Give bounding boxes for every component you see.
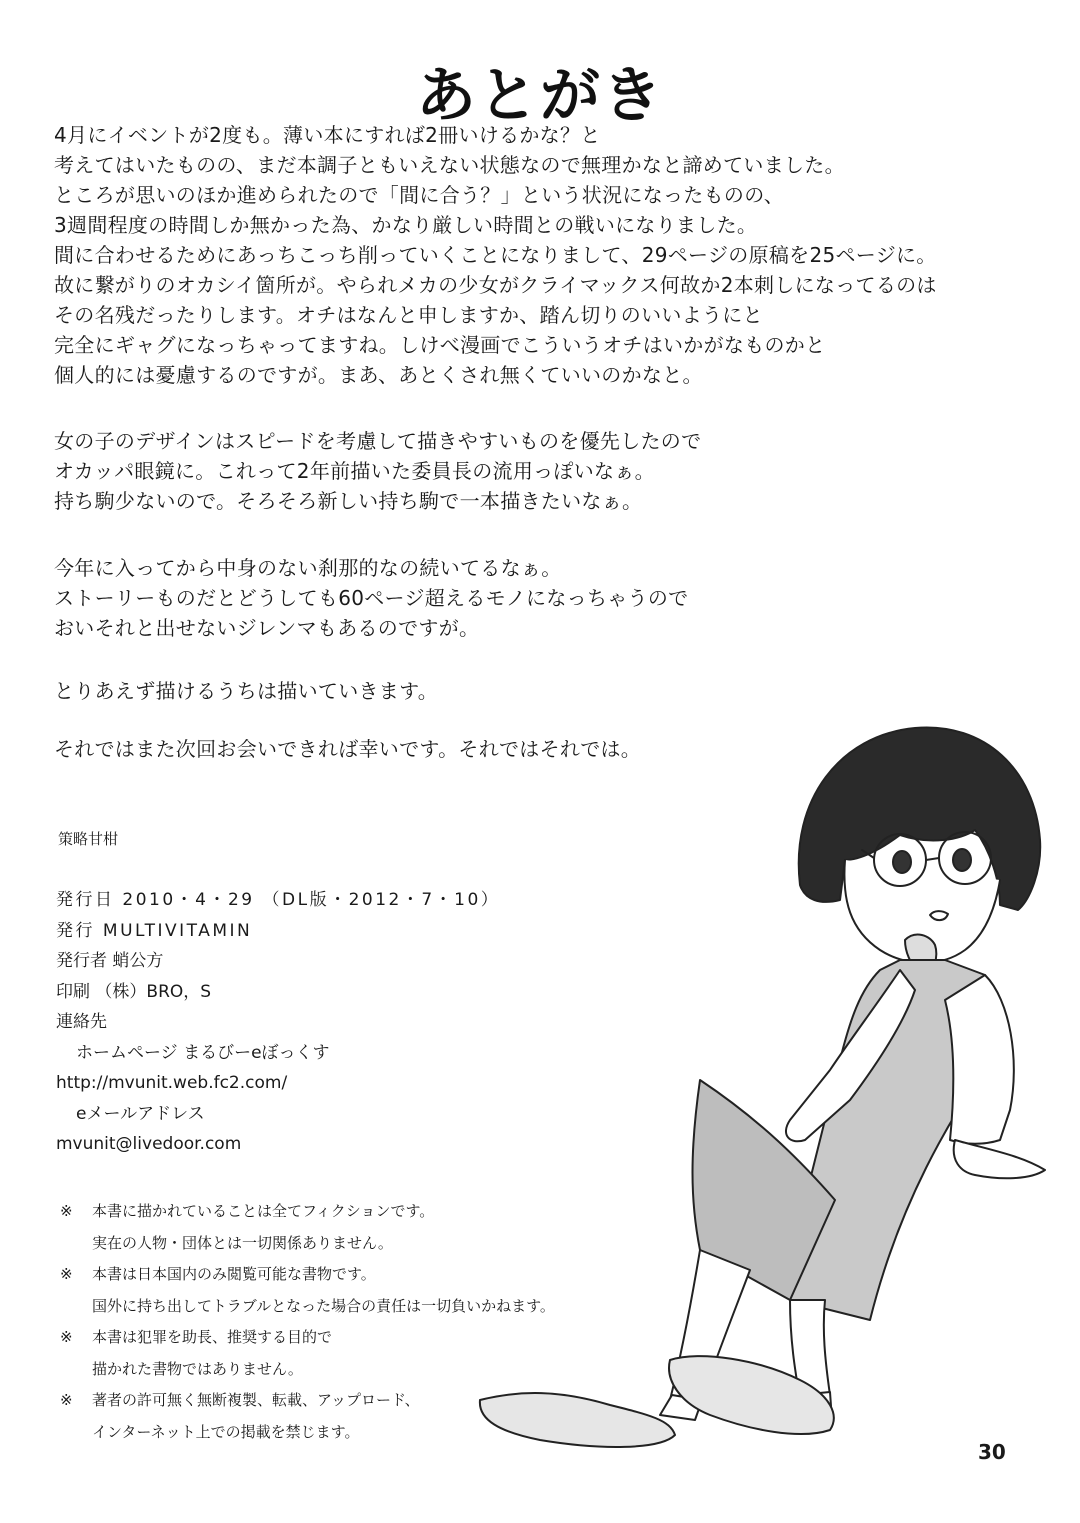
text-line: 今年に入ってから中身のない刹那的なの続いてるなぁ。 (54, 556, 562, 580)
note-text: 本書に描かれていることは全てフィクションです。 (92, 1202, 435, 1220)
text-line: 持ち駒少ないので。そろそろ新しい持ち駒で一本描きたいなぁ。 (54, 489, 643, 513)
reference-mark: ※ (60, 1391, 73, 1409)
note-text: インターネット上での掲載を禁じます。 (92, 1422, 360, 1441)
contact-label: 連絡先 (56, 1012, 107, 1032)
paragraph-2 (54, 426, 701, 516)
note-text: 著者の許可無く無断複製、転載、アップロード、 (92, 1391, 420, 1409)
publisher: 発行 MULTIVITAMIN (56, 920, 253, 941)
note-text: 本書は犯罪を助長、推奨する目的で (92, 1328, 333, 1346)
left-shoe (480, 1393, 675, 1447)
note-text: 描かれた書物ではありません。 (92, 1359, 303, 1378)
homepage-label: ホームページ まるびーeぼっくす (76, 1042, 330, 1063)
text-line: 考えてはいたものの、まだ本調子ともいえない状態なので無理かなと諦めていました。 (54, 153, 845, 177)
note-text: 実在の人物・団体とは一切関係ありません。 (92, 1233, 393, 1252)
reference-mark: ※ (60, 1202, 73, 1220)
issuer: 発行者 蛸公方 (56, 951, 164, 971)
printer: 印刷 （株）BRO，S (56, 981, 212, 1002)
homepage-url: http://mvunit.web.fc2.com/ (56, 1073, 288, 1093)
paragraph-3 (54, 553, 688, 643)
text-line: とりあえず描けるうちは描いていきます。 (54, 679, 439, 703)
page-number: 30 (978, 1440, 1006, 1464)
text-line: それではまた次回お会いできれば幸いです。それではそれでは。 (54, 737, 642, 761)
reference-mark: ※ (60, 1328, 73, 1346)
text-line: オカッパ眼鏡に。これって2年前描いた委員長の流用っぽいなぁ。 (54, 459, 655, 483)
text-line: その名残だったりします。オチはなんと申しますか、踏ん切りのいいようにと (54, 303, 763, 327)
text-line: 故に繋がりのオカシイ箇所が。やられメカの少女がクライマックス何故か2本刺しになってるのは (54, 273, 937, 297)
email-address: mvunit@livedoor.com (56, 1134, 242, 1154)
text-line: 間に合わせるためにあっちこっち削っていくことになりまして、29ページの原稿を25ページに。 (54, 243, 937, 267)
glasses-bridge (926, 858, 939, 860)
paragraph-4 (54, 676, 438, 706)
text-line: ところが思いのほか進められたので「間に合う？」という状況になったものの、 (54, 183, 784, 207)
text-line: 個人的には憂慮するのですが。まあ、あとくされ無くていいのかなと。 (54, 363, 703, 387)
right-hand (954, 1140, 1045, 1178)
text-line: 完全にギャグになっちゃってますね。しけべ漫画でこういうオチはいかがなものかと (54, 333, 826, 357)
girl-illustration (470, 700, 1060, 1523)
circle-name: 策略甘柑 (58, 830, 119, 848)
issue-date: 発行日 2010・4・29 （DL版・2012・7・10） (56, 890, 501, 910)
right-arm (945, 975, 1014, 1144)
paragraph-1 (54, 120, 937, 390)
colophon (56, 885, 500, 1160)
note-text: 国外に持ち出してトラブルとなった場合の責任は一切負いかねます。 (92, 1296, 555, 1315)
email-label: eメールアドレス (76, 1103, 205, 1124)
page-title: あとがき (416, 61, 664, 131)
note-text: 本書は日本国内のみ閲覧可能な書物です。 (92, 1265, 376, 1283)
text-line: 女の子のデザインはスピードを考慮して描きやすいものを優先したので (54, 429, 702, 453)
reference-mark: ※ (60, 1265, 73, 1283)
text-line: おいそれと出せないジレンマもあるのですが。 (54, 616, 480, 640)
text-line: 4月にイベントが2度も。薄い本にすれば2冊いけるかな？と (54, 123, 601, 147)
text-line: 3週間程度の時間しか無かった為、かなり厳しい時間との戦いになりました。 (54, 213, 758, 237)
text-line: ストーリーものだとどうしても60ページ超えるモノになっちゃうので (54, 586, 689, 610)
